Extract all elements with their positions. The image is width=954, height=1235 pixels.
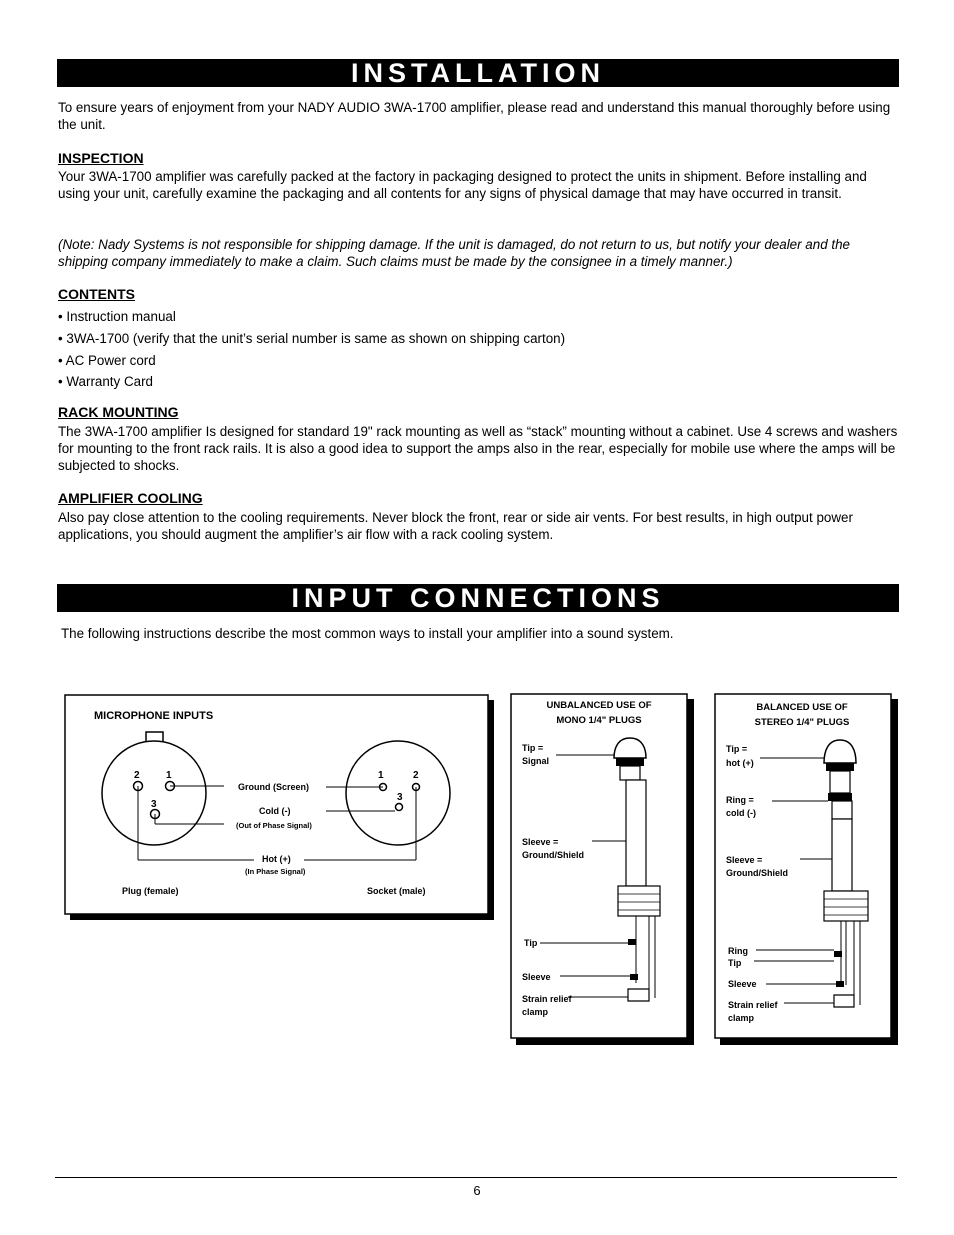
- hot-label: Hot (+): [262, 854, 291, 864]
- mono-sleeve-label-2: Ground/Shield: [522, 850, 584, 860]
- socket-label: Socket (male): [367, 886, 426, 896]
- cold-label: Cold (-): [259, 806, 291, 816]
- stereo-sleeve-label-1: Sleeve =: [726, 855, 763, 865]
- socket-pin-2: 2: [413, 770, 419, 781]
- page-number: 6: [473, 1183, 481, 1198]
- mic-title: MICROPHONE INPUTS: [94, 710, 214, 722]
- socket-pin-3: 3: [397, 792, 403, 803]
- contents-item: • Instruction manual: [58, 309, 176, 324]
- stereo-sleeve-label-2: Ground/Shield: [726, 868, 788, 878]
- stereo-tip-label-1: Tip =: [726, 744, 748, 754]
- stereo-strain-label-1: Strain relief: [728, 1000, 778, 1010]
- stereo-tip-label: Tip: [728, 958, 742, 968]
- inspection-text: Your 3WA-1700 amplifier was carefully packed at the factory in packaging designed to protect the units in shipment. Before installing and using your unit, carefully examine the packaging and all contents for any signs of physical damage that may have occurred in transit.: [58, 169, 867, 201]
- installation-intro: To ensure years of enjoyment from your NADY AUDIO 3WA-1700 amplifier, please read and understand this manual thoroughly before using the unit.: [58, 100, 891, 132]
- microphone-inputs-diagram: [64, 694, 496, 922]
- mono-tip-label: Tip: [524, 938, 538, 948]
- input-connections-intro: The following instructions describe the most common ways to install your amplifier into a sound system.: [61, 626, 674, 641]
- plug-label: Plug (female): [122, 886, 179, 896]
- rack-mounting-heading: RACK MOUNTING: [58, 404, 179, 420]
- stereo-tip-label-2: hot (+): [726, 758, 754, 768]
- contents-heading: CONTENTS: [58, 286, 135, 302]
- stereo-plug-svg: [714, 693, 900, 1047]
- footer-rule: [55, 1177, 897, 1178]
- hot-sub-label: (In Phase Signal): [245, 867, 306, 876]
- contents-item: • 3WA-1700 (verify that the unit’s serial number is same as shown on shipping carton): [58, 331, 566, 346]
- stereo-strain-label-2: clamp: [728, 1013, 755, 1023]
- installation-title: INSTALLATION: [351, 58, 605, 88]
- plug-pin-1: 1: [166, 770, 172, 781]
- contents-item: • Warranty Card: [58, 374, 153, 389]
- stereo-ring-label-1: Ring =: [726, 795, 754, 805]
- mono-plug-diagram: [510, 693, 696, 1047]
- plug-pin-2: 2: [134, 770, 140, 781]
- stereo-plug-diagram: [714, 693, 900, 1047]
- rack-mounting-text: The 3WA-1700 amplifier Is designed for standard 19" rack mounting as well as “stack” mounting without a cabinet. Use 4 screws and washers for mounting to the front rack rails. It is also a good idea to support the amps also in the rear, especially for mobile use where the amps will be subjected to shocks.: [58, 424, 898, 473]
- microphone-inputs-svg: [64, 694, 496, 922]
- amplifier-cooling-text: Also pay close attention to the cooling requirements. Never block the front, rear or side air vents. For best results, in high output power applications, you should augment the amplifier’s air flow with a rack cooling system.: [58, 510, 853, 542]
- cold-sub-label: (Out of Phase Signal): [236, 821, 312, 830]
- installation-title-bar: [57, 59, 899, 87]
- mono-tip-label-2: Signal: [522, 756, 550, 766]
- inspection-heading: INSPECTION: [58, 150, 144, 166]
- inspection-note: (Note: Nady Systems is not responsible for shipping damage. If the unit is damaged, do not return to us, but notify your dealer and the shipping company immediately to make a claim. Such claims must be made by the consignee in a timely manner.): [58, 237, 850, 269]
- ground-label: Ground (Screen): [238, 782, 310, 792]
- stereo-ring-label: Ring: [728, 946, 748, 956]
- socket-pin-1: 1: [378, 770, 384, 781]
- mono-title-line1: UNBALANCED USE OF: [546, 700, 652, 711]
- stereo-sleeve-label: Sleeve: [728, 979, 757, 989]
- mono-title-line2: MONO 1/4" PLUGS: [556, 715, 642, 726]
- mono-strain-label-2: clamp: [522, 1007, 549, 1017]
- mono-sleeve-label-1: Sleeve =: [522, 837, 559, 847]
- stereo-title-line1: BALANCED USE OF: [756, 702, 848, 713]
- mono-sleeve-label: Sleeve: [522, 972, 551, 982]
- mono-strain-label-1: Strain relief: [522, 994, 572, 1004]
- input-connections-title: INPUT CONNECTIONS: [291, 583, 665, 613]
- amplifier-cooling-heading: AMPLIFIER COOLING: [58, 490, 203, 506]
- stereo-title-line2: STEREO 1/4" PLUGS: [754, 717, 850, 728]
- input-connections-title-bar: [57, 584, 899, 612]
- mono-tip-label-1: Tip =: [522, 743, 544, 753]
- plug-pin-3: 3: [151, 799, 157, 810]
- stereo-ring-label-2: cold (-): [726, 808, 756, 818]
- contents-item: • AC Power cord: [58, 353, 156, 368]
- mono-plug-svg: [510, 693, 696, 1047]
